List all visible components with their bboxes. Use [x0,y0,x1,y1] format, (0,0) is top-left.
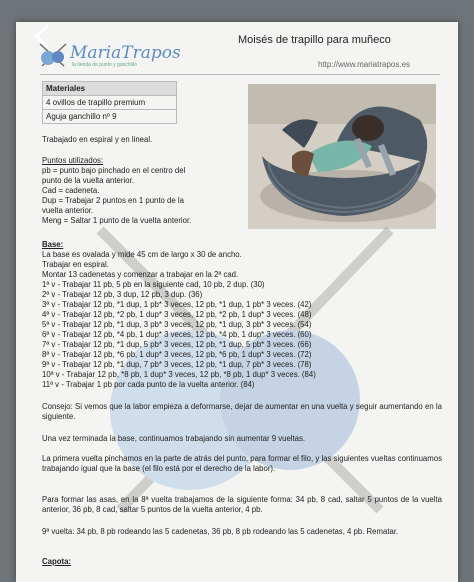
bassinet-photo [248,84,436,229]
base-line: 10ª v - Trabajar 12 pb, *8 pb, 1 dup* 3 veces, 12 pb, *8 pb, 1 dup* 3 veces. (84) [42,370,316,379]
base-line: 2ª v - Trabajar 12 pb, 3 dup, 12 pb, 3 dup. (36) [42,290,203,299]
material-item: 4 ovillos de trapillo premium [43,96,177,110]
yarn-balls-icon [38,42,68,68]
body-paragraph: La primera vuelta pinchamos en la parte de atrás del punto, para formar el filo, y las siguientes vueltas continuamos trabajando igual que la base (el filo está por el derecho de la labor). [42,454,442,473]
brand-name: MariaTrapos [70,43,181,63]
base-heading: Base: [42,240,64,249]
materials-heading: Materiales [43,82,177,96]
materials-table [42,81,177,124]
page-title: Moisés de trapillo para muñeco [238,34,391,46]
base-line: 8ª v - Trabajar 12 pb, *6 pb, 1 dup* 3 veces, 12 pb, *6 pb, 1 dup* 3 veces. (72) [42,350,312,359]
intro-text: Trabajado en espiral y en lineal. [42,135,153,144]
stitches-heading: Puntos utilizados: [42,156,104,165]
base-line: Trabajar en espiral. [42,260,109,269]
base-line: La base es ovalada y mide 45 cm de largo x 30 de ancho. [42,250,242,259]
body-paragraph: 9ª vuelta: 34 pb, 8 pb rodeando las 5 cadenetas, 36 pb, 8 pb rodeando las 5 cadenetas, 4 pb. Rematar. [42,527,399,536]
stitch-line: pb = punto bajo pinchado en el centro del [42,166,186,175]
stitch-line: Dup = Trabajar 2 puntos en 1 punto de la [42,196,184,205]
base-line: 9ª v - Trabajar 12 pb, *1 dup, 7 pb* 3 veces, 12 pb, *1 dup, 7 pb* 3 veces. (78) [42,360,312,369]
base-line: 11ª v - Trabajar 1 pb por cada punto de la vuelta anterior. (84) [42,380,255,389]
stitch-line: vuelta anterior. [42,206,94,215]
stitch-line: Cad = cadeneta. [42,186,100,195]
header-divider [40,74,440,75]
advice-paragraph: Consejo: Si vemos que la labor empieza a deformarse, dejar de aumentar en una vuelta y seguir aumentando en la siguiente. [42,402,442,421]
stitch-line: Meng = Saltar 1 punto de la vuelta anterior. [42,216,192,225]
base-line: 7ª v - Trabajar 12 pb, *1 dup, 5 pb* 3 veces, 12 pb, *1 dup, 5 pb* 3 veces. (66) [42,340,312,349]
body-paragraph: Una vez terminada la base, continuamos trabajando sin aumentar 9 vueltas. [42,434,306,443]
base-line: 4ª v - Trabajar 12 pb, *2 pb, 1 dup* 3 veces, 12 pb, *2 pb, 1 dup* 3 veces. (48) [42,310,312,319]
website-url[interactable]: http://www.mariatrapos.es [318,60,411,69]
material-item: Aguja ganchillo nº 9 [43,110,177,124]
base-line: 6ª v - Trabajar 12 pb, *4 pb, 1 dup* 3 veces, 12 pb, *4 pb, 1 dup* 3 veces. (60) [42,330,312,339]
base-line: Montar 13 cadenetas y comenzar a trabajar en la 2ª cad. [42,270,239,279]
base-line: 3ª v - Trabajar 12 pb, *1 dup, 1 pb* 3 veces, 12 pb, *1 dup, 1 pb* 3 veces. (42) [42,300,312,309]
body-paragraph: Para formar las asas, en la 8ª vuelta trabajamos de la siguiente forma: 34 pb, 8 cad, saltar 5 puntos de la vuelta anterior, 36 pb, 8 cad, saltar 5 puntos de la vuelta anterior, 4 pb. [42,495,442,514]
brand-tagline: la tienda de punto y ganchillo [72,62,137,68]
stitch-line: punto de la vuelta anterior. [42,176,134,185]
base-line: 5ª v - Trabajar 12 pb, *1 dup, 3 pb* 3 veces, 12 pb, *1 dup, 3 pb* 3 veces. (54) [42,320,312,329]
capota-heading: Capota: [42,557,72,566]
base-line: 1ª v - Trabajar 11 pb, 5 pb en la siguiente cad, 10 pb, 2 dup. (30) [42,280,265,289]
brand-logo [38,40,181,72]
